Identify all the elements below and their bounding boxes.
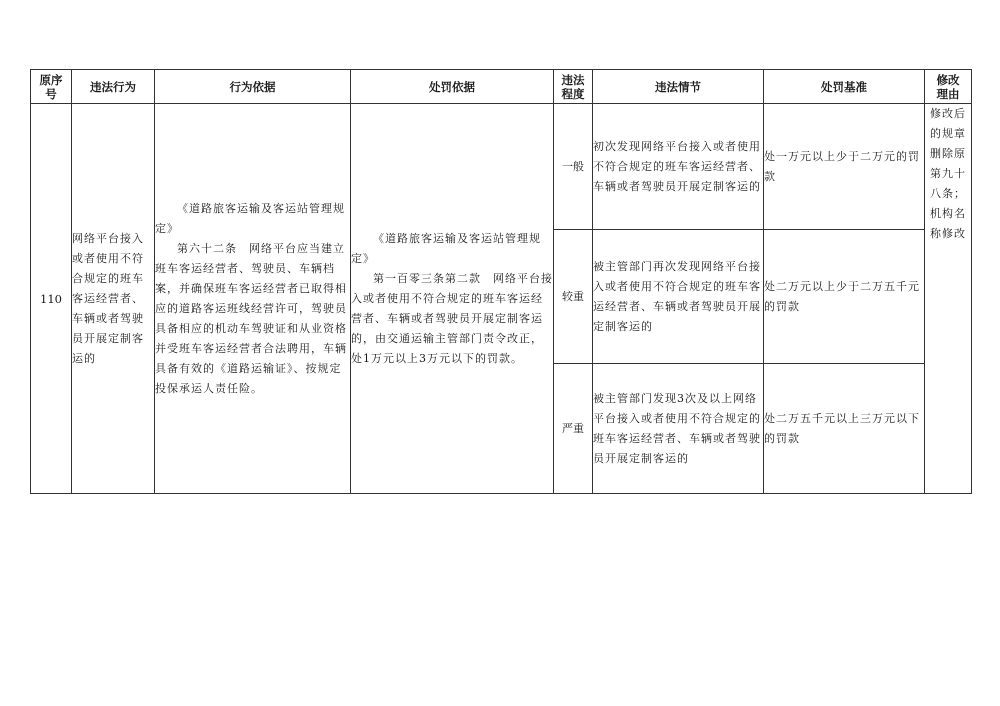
- violation-act-cell: 网络平台接入或者使用不符合规定的班车客运经营者、车辆或者驾驶员开展定制客运的: [72, 104, 155, 494]
- header-standard: 处罚基准: [764, 70, 925, 104]
- penalty-basis-body: 第一百零三条第二款 网络平台接入或者使用不符合规定的班车客运经营者、车辆或者驾驶员开展定制客运的，由交通运输主管部门责令改正，处1万元以上3万元以下的罚款。: [351, 271, 553, 365]
- circumstance-severe: 被主管部门发现3次及以上网络平台接入或者使用不符合规定的班车客运经营者、车辆或者驾驶员开展定制客运的: [593, 364, 764, 494]
- degree-severe: 严重: [554, 364, 593, 494]
- header-penalty-basis: 处罚依据: [351, 70, 554, 104]
- header-degree: 违法程度: [554, 70, 593, 104]
- penalty-basis-title: 《道路旅客运输及客运站管理规定》: [351, 231, 541, 265]
- degree-general: 一般: [554, 104, 593, 230]
- table-row: [31, 104, 972, 230]
- act-basis-title: 《道路旅客运输及客运站管理规定》: [155, 201, 345, 235]
- degree-serious: 较重: [554, 230, 593, 364]
- act-basis-cell: [155, 104, 351, 494]
- standard-general: 处一万元以上少于二万元的罚款: [764, 104, 925, 230]
- header-row: [31, 70, 972, 104]
- header-seq: 原序号: [31, 70, 72, 104]
- header-act-basis: 行为依据: [155, 70, 351, 104]
- header-reason: 修改理由: [925, 70, 972, 104]
- circumstance-general: 初次发现网络平台接入或者使用不符合规定的班车客运经营者、车辆或者驾驶员开展定制客运的: [593, 104, 764, 230]
- standard-serious: 处二万元以上少于二万五千元的罚款: [764, 230, 925, 364]
- act-basis-body: 第六十二条 网络平台应当建立班车客运经营者、驾驶员、车辆档案，并确保班车客运经营者已取得相应的道路客运班线经营许可，驾驶员具备相应的机动车驾驶证和从业资格并受班车客运经营者合法聘用，车辆具备有效的《道路运输证》、按规定投保承运人责任险。: [155, 241, 347, 395]
- penalty-standard-table: [30, 69, 972, 494]
- modification-reason-cell: 修改后的规章删除原第九十八条；机构名称修改: [925, 104, 972, 494]
- seq-cell: 110: [31, 104, 72, 494]
- circumstance-serious: 被主管部门再次发现网络平台接入或者使用不符合规定的班车客运经营者、车辆或者驾驶员开展定制客运的: [593, 230, 764, 364]
- header-circumstance: 违法情节: [593, 70, 764, 104]
- header-act: 违法行为: [72, 70, 155, 104]
- standard-severe: 处二万五千元以上三万元以下的罚款: [764, 364, 925, 494]
- penalty-basis-cell: [351, 104, 554, 494]
